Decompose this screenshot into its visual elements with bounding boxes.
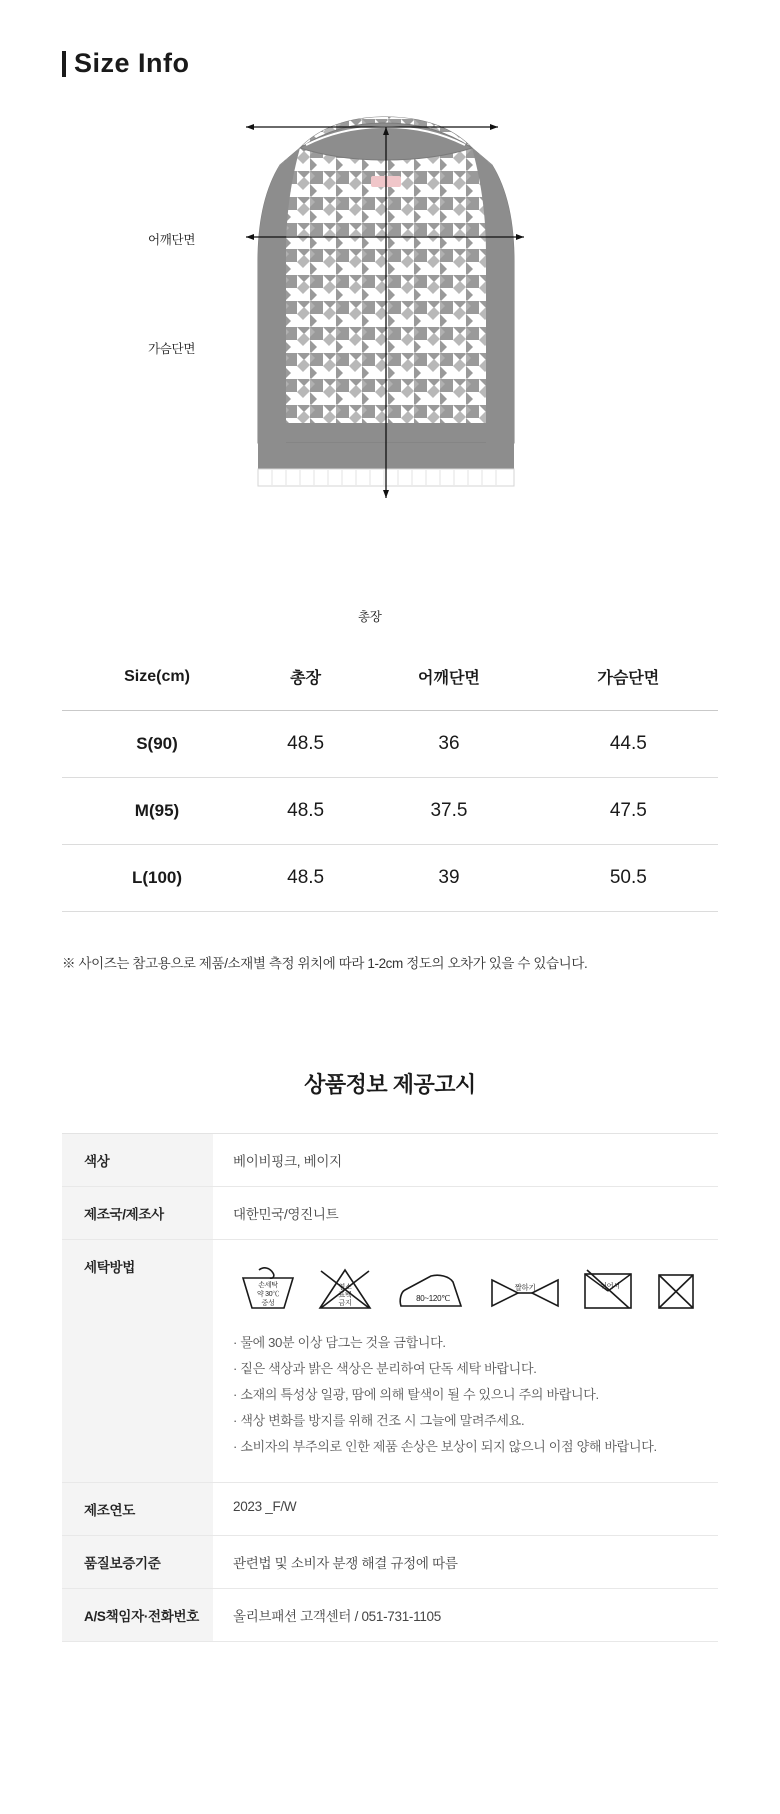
size-label: L(100): [62, 845, 252, 912]
size-table-header-row: [62, 665, 718, 711]
size-value-chest: 44.5: [539, 711, 718, 778]
vest-illustration: [180, 93, 600, 563]
info-value-color: 베이비핑크, 베이지: [233, 1154, 342, 1169]
info-label-warranty: 품질보증기준: [62, 1536, 213, 1589]
size-table-bottom-rule: [62, 911, 718, 912]
info-value-year: 2023 _F/W: [233, 1499, 297, 1514]
size-col-header-length: 총장: [290, 670, 322, 687]
svg-text:짤하기: 짤하기: [514, 1283, 536, 1292]
info-row-wash: [62, 1240, 718, 1483]
dry-flat-shade-icon: [579, 1264, 637, 1312]
callout-shoulder: 어깨단면: [148, 233, 196, 247]
title-accent-bar: [62, 51, 66, 77]
svg-text:약 30℃: 약 30℃: [257, 1291, 279, 1298]
size-label: M(95): [62, 778, 252, 845]
svg-text:금지: 금지: [338, 1300, 352, 1307]
page-title-text: Size Info: [74, 48, 190, 78]
svg-text:손세탁: 손세탁: [258, 1282, 278, 1289]
size-value-length: 48.5: [252, 845, 359, 912]
info-value-wash: [213, 1240, 718, 1483]
product-info-title: 상품정보 제공고시: [304, 1072, 476, 1097]
info-label-year: 제조연도: [62, 1483, 213, 1536]
info-row-origin: [62, 1187, 718, 1240]
info-row-year: [62, 1483, 718, 1536]
size-col-header-chest: 가슴단면: [597, 670, 660, 687]
info-value-warranty: 관련법 및 소비자 분쟁 해결 규정에 따름: [233, 1556, 458, 1571]
hand-wash-icon: [237, 1264, 299, 1312]
size-table: [62, 665, 718, 911]
wash-icon-group: [237, 1264, 698, 1312]
no-dryclean-icon: [654, 1264, 698, 1312]
size-value-chest: 50.5: [539, 845, 718, 912]
callout-chest: 가슴단면: [148, 342, 196, 356]
page-title: [0, 0, 780, 79]
page-bottom-spacer: [0, 1642, 780, 1700]
table-row: [62, 778, 718, 845]
care-instruction-list: [233, 1330, 698, 1460]
info-value-as-contact: 올리브패션 고객센터 / 051-731-1105: [233, 1609, 441, 1624]
size-value-shoulder: 37.5: [359, 778, 538, 845]
product-info-table: [62, 1133, 718, 1642]
size-value-shoulder: 36: [359, 711, 538, 778]
info-row-warranty: [62, 1536, 718, 1589]
garment-diagram: [0, 93, 780, 624]
table-row: [62, 845, 718, 912]
size-value-chest: 47.5: [539, 778, 718, 845]
svg-text:중성: 중성: [261, 1300, 275, 1307]
info-row-color: [62, 1134, 718, 1187]
svg-text:표백: 표백: [338, 1292, 352, 1299]
size-note: ※ 사이즈는 참고용으로 제품/소재별 측정 위치에 따라 1-2cm 정도의 오차가 있을 수 있습니다.: [62, 956, 588, 971]
info-label-color: 색상: [62, 1134, 213, 1187]
svg-text:염소: 염소: [338, 1284, 352, 1291]
info-label-origin: 제조국/제조사: [62, 1187, 213, 1240]
size-value-length: 48.5: [252, 711, 359, 778]
info-label-as-contact: A/S책임자·전화번호: [62, 1589, 213, 1642]
care-note: · 짙은 색상과 밝은 색상은 분리하여 단독 세탁 바랍니다.: [233, 1361, 537, 1376]
care-note: · 물에 30분 이상 담그는 것을 금합니다.: [233, 1335, 446, 1350]
care-note: · 소재의 특성상 일광, 땀에 의해 탈색이 될 수 있으니 주의 바랍니다.: [233, 1387, 599, 1402]
info-value-origin: 대한민국/영진니트: [233, 1207, 339, 1222]
callout-length: 총장: [358, 610, 382, 624]
size-value-length: 48.5: [252, 778, 359, 845]
care-note: · 소비자의 부주의로 인한 제품 손상은 보상이 되지 않으니 이점 양해 바랍니다.: [233, 1439, 657, 1454]
no-wring-icon: [488, 1264, 562, 1312]
size-value-shoulder: 39: [359, 845, 538, 912]
info-row-as-contact: [62, 1589, 718, 1642]
svg-text:80~120℃: 80~120℃: [416, 1294, 450, 1303]
care-note: · 색상 변화를 방지를 위해 건조 시 그늘에 말려주세요.: [233, 1413, 525, 1428]
size-label: S(90): [62, 711, 252, 778]
svg-text:뉘어서: 뉘어서: [600, 1283, 620, 1290]
info-label-wash: 세탁방법: [62, 1240, 213, 1483]
no-bleach-icon: [316, 1264, 374, 1312]
iron-icon: [391, 1264, 471, 1312]
table-row: [62, 711, 718, 778]
size-col-header-shoulder: 어깨단면: [418, 670, 480, 687]
size-col-header-size: Size(cm): [124, 667, 190, 685]
